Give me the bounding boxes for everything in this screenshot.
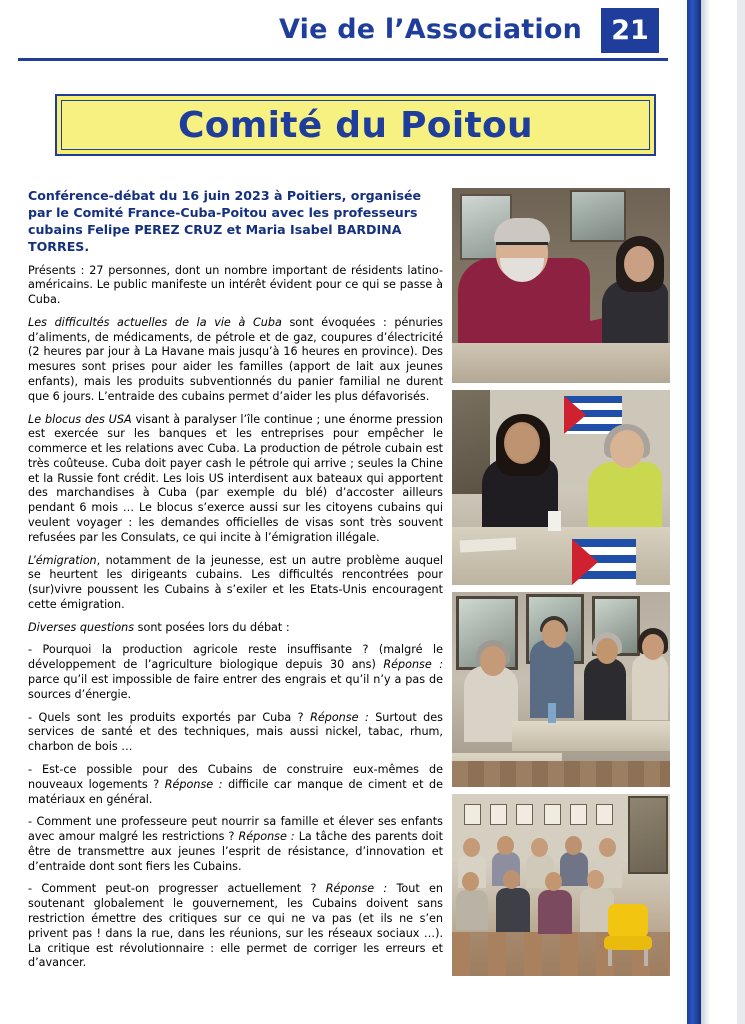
paragraph-text: visant à paralyser l’île continue ; une énorme pression est exercée sur les banques et les entreprises pour empêcher le commerce et les relations avec Cuba. La production de pétrole cubain est très coûteuse. Cuba doit payer cash le pétrole qui arrive ; seules la Chine et la Russie font crédit. Les lois US interdisent aux bateaux qui apportent des marchandises à Cuba (par exemple du blé) d’accoster ailleurs pendant 6 mois … Le blocus s’exerce aussi sur les citoyens cubains qui veulent voyager : les demandes officielles de visas sont très souvent refusées par les Consulats, ce qui incite à l’émigration illégale. [28,412,443,544]
paragraph-text: , notamment de la jeunesse, est un autre problème auquel se heurtent les dirigeants cubains. Les difficultés rencontrées pour (sur)vivre poussent les Cubains à s’exiler et les Etats-Unis encouragent cette émigration. [28,553,443,611]
paragraph-text: Présents : 27 personnes, dont un nombre important de résidents latino-américains. Le public manifeste un intérêt évident pour ce qui se passe à Cuba. [28,263,443,307]
article-body [28,188,443,979]
article-title-banner-inner [61,100,650,150]
paragraph-italic-lead: Le blocus des USA [28,412,132,426]
paragraph-text: sont évoquées : pénuries d’aliments, de médicaments, de pétrole et de gaz, coupures d’électricité (2 heures par jour à La Havane mais jusqu’à 16 heures en province). Des mesures sont prises pour aider les familles (apport de lait aux jeunes enfants), mais les produits subventionnés du panier familial ne durent que 6 jours. L’entraide des cubains permet d’aider les plus défavorisés. [28,315,443,403]
qa-answer-label: Réponse : [310,710,369,724]
yellow-chair [604,904,652,966]
qa-item [28,711,443,755]
paragraph-emigration [28,554,443,613]
questions-intro [28,621,443,636]
photo-speaker-and-woman-at-table [452,188,670,383]
qa-item [28,882,443,971]
photo-audience-in-meeting-room [452,794,670,976]
photo-group-around-tables [452,592,670,787]
paragraph-italic-lead: L’émigration [28,553,97,567]
qa-question: - Pourquoi la production agricole reste insuffisante ? (malgré le développement de l’agriculture biologique depuis 30 ans) [28,643,443,672]
qa-answer-label: Réponse : [383,658,444,672]
page-header [18,8,668,60]
binding-strip [687,0,701,1024]
binding-shadow [701,0,710,1024]
qa-question: - Est-ce possible pour des Cubains de construire eux-mêmes de nouveaux logements ? [28,762,443,791]
paragraph-difficulties [28,316,443,405]
qa-question: - Comment peut-on progresser actuellement ? [28,882,326,896]
paragraph-attendance [28,264,443,308]
qa-answer: parce qu’il est impossible de faire entrer des engrais et qu’il n’y a pas de sources d’énergie. [28,673,443,701]
qa-answer-label: Réponse : [325,882,388,896]
article-title-banner [55,94,656,156]
qa-answer: La tâche des parents doit être de transmettre aux jeunes l’esprit de résistance, d’innovation et d’entraide dont sont fiers les Cubains. [28,830,443,873]
qa-item [28,763,443,807]
photo-column [452,188,670,983]
qa-answer-label: Réponse : [164,777,223,791]
qa-answer-label: Réponse : [238,830,295,844]
page-title: Comité du Poitou [178,104,533,146]
questions-intro-italic: Diverses questions [28,620,135,634]
article-lead: Conférence-débat du 16 juin 2023 à Poitiers, organisée par le Comité France-Cuba-Poitou avec les professeurs cubains Felipe PEREZ CRUZ et Maria Isabel BARDINA TORRES. [28,188,422,254]
qa-answer: Surtout des services de santé et des techniques, mais aussi nickel, tabac, rhum, charbon de bois … [28,710,443,754]
qa-item [28,815,443,874]
qa-question: - Quels sont les produits exportés par Cuba ? [28,710,311,724]
page-outer-edge [737,0,745,1024]
section-title: Vie de l’Association [279,14,582,45]
paragraph-blockade [28,413,443,546]
qa-item [28,643,443,702]
paragraph-italic-lead: Les difficultés actuelles de la vie à Cuba [28,315,282,329]
page-number-badge: 21 [601,8,659,53]
qa-answer: Tout en soutenant globalement le gouvernement, les Cubains doivent sans restriction émettre des critiques sur ce qui ne va pas (et ils ne s’en privent pas ! dans la rue, dans les réunions, sur les réseaux sociaux …). La critique est révolutionnaire : elle permet de corriger les erreurs et d’avancer. [28,882,443,970]
qa-question: - Comment une professeure peut nourrir sa famille et élever ses enfants avec amour malgré les restrictions ? [28,815,443,844]
header-divider [18,58,668,61]
page-binding-area [687,0,745,1024]
photo-two-women-with-cuban-flag [452,390,670,585]
qa-answer: difficile car manque de ciment et de matériaux en général. [28,777,443,806]
questions-intro-rest: sont posées lors du débat : [134,620,290,634]
